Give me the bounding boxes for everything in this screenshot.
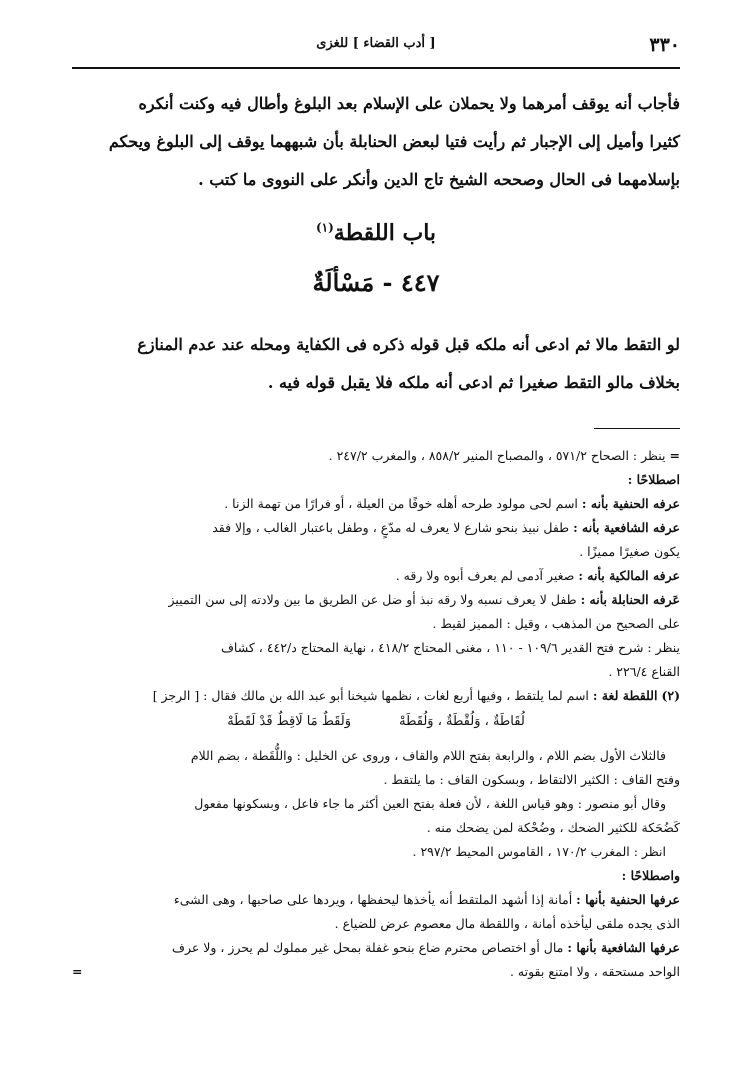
footnote-line: عرفه الحنفية بأنه : اسم لحى مولود طرحه أهله خوفًا من العيلة ، أو فرارًا من تهمة الزنا . <box>224 496 680 511</box>
header-rule <box>72 67 680 69</box>
footnote-line: الواحد مستحقه ، ولا امتنع بقوته . = <box>72 960 680 984</box>
main-text-body <box>72 326 680 402</box>
footnote-line: فالثلاث الأول بضم اللام ، والرابعة بفتح اللام والقاف ، وروى عن الخليل : واللُّقَطة ، بضم اللام <box>190 748 666 763</box>
continuation-mark: = <box>669 448 680 463</box>
text-line: بإسلامهما فى الحال وصححه الشيخ تاج الدين وأنكر على النووى ما كتب . <box>198 170 680 189</box>
footnote-heading: اصطلاحًا : <box>627 472 680 487</box>
footnote-line: (٢) اللقطة لغة : اسم لما يلتقط ، وفيها أربع لغات ، نظمها شيخنا أبو عبد الله بن مالك فقال : [ الرجز ] <box>152 688 680 703</box>
footnote-number: (٢) <box>661 688 680 703</box>
footnote-line: كَضُحَكة للكثير الضحك ، وضُحْكة لمن يضحك منه . <box>426 820 680 835</box>
text-line: بخلاف مالو التقط صغيرا ثم ادعى أنه ملكه فلا يقبل قوله فيه . <box>267 373 680 392</box>
footnote-line: الذى يجده ملقى ليأخذه أمانة ، واللقطة مال معصوم عرض للضياع . <box>334 916 680 931</box>
footnote-separator <box>594 428 680 429</box>
running-title: [ أدب القضاء ] للغزى <box>316 36 436 51</box>
footnote-line: وفتح القاف : الكثير الالتقاط ، وبسكون القاف : ما يلتقط . <box>383 772 680 787</box>
page-header <box>72 34 680 58</box>
definition-term: عرفه الشافعية بأنه : <box>573 520 680 535</box>
text-line: كثيرا وأميل إلى الإجبار ثم رأيت فتيا لبعض الحنابلة بأن شبههما يوقف إلى البلوغ ويحكم <box>108 132 680 151</box>
footnote-line: وقال أبو منصور : وهو قياس اللغة ، لأن فعلة بفتح العين أكثر ما جاء فاعل ، وبسكونها مفعول <box>194 796 666 811</box>
footnote-line: القناع ٢٢٦/٤ . <box>608 664 680 679</box>
verse-hemistich: لُقَاطَةٌ ، وَلُقْطَةٌ ، وَلُقَطَهْ <box>399 714 525 729</box>
footnote-line <box>72 468 680 492</box>
definition-term: اللقطة لغة : <box>592 688 658 703</box>
definition-term: عرفها الشافعية بأنها : <box>567 940 680 955</box>
chapter-heading <box>72 220 680 246</box>
definition-term: عرفه المالكية بأنه : <box>578 568 680 583</box>
footnote-line: عرفه المالكية بأنه : صغير آدمى لم يعرف أبوه ولا رقه . <box>395 568 680 583</box>
text-line: فأجاب أنه يوقف أمرهما ولا يحملان على الإسلام بعد البلوغ وأطال فيه وكنت أنكره <box>138 94 680 113</box>
definition-term: عرفها الحنفية بأنها : <box>576 892 680 907</box>
footnote-line: = ينظر : الصحاح ٥٧١/٢ ، والمصباح المنير ٨٥٨/٢ ، والمغرب ٢٤٧/٢ . <box>328 448 680 463</box>
footnote-heading: واصطلاحًا : <box>621 868 680 883</box>
footnote-line: عرفها الحنفية بأنها : أمانة إذا أشهد الملتقط أنه يأخذها ليحفظها ، ويردها على صاحبها ، وهى الشىء <box>173 892 680 907</box>
footnote-line <box>72 864 680 888</box>
footnote-line: عرفها الشافعية بأنها : مال أو اختصاص محترم ضاع بنحو غفلة بمحل غير مملوك لم يحرز ، ولا عرف <box>171 940 680 955</box>
verse-hemistich: وَلَقَطٌ مَا لَاقِطٌ قَدْ لَقَطَهْ <box>227 714 351 729</box>
poem-verse <box>72 710 680 734</box>
main-text-top <box>72 85 680 199</box>
definition-term: عرفه الحنفية بأنه : <box>581 496 680 511</box>
definition-term: عَرفه الحنابلة بأنه : <box>580 592 680 607</box>
footnote-line: ينظر : شرح فتح القدير ١٠٩/٦ - ١١٠ ، مغنى المحتاج ٤١٨/٢ ، نهاية المحتاج د/٤٤٢ ، كشاف <box>220 640 680 655</box>
footnotes <box>72 444 680 984</box>
text-line: لو التقط مالا ثم ادعى أنه ملكه قبل قوله ذكره فى الكفاية ومحله عند عدم المنازع <box>137 335 680 354</box>
footnote-line: انظر : المغرب ١٧٠/٢ ، القاموس المحيط ٢٩٧/٢ . <box>412 844 666 859</box>
footnote-line: عرفه الشافعية بأنه : طفل نبيذ بنحو شارع لا يعرف له مدّعٍ ، وطفل باعتبار الغالب ، وإلا فقد <box>212 520 680 535</box>
chapter-title: باب اللقطة <box>333 220 437 246</box>
continuation-mark: = <box>72 964 83 979</box>
chapter-footnote-ref: (١) <box>315 220 334 235</box>
footnote-line: عَرفه الحنابلة بأنه : طفل لا يعرف نسبه ولا رقه نبذ أو ضل عن الطريق ما بين ولادته إلى سن التمييز <box>168 592 680 607</box>
footnote-line: يكون صغيرًا مميزًا . <box>579 544 680 559</box>
page-number: ٣٣٠ <box>649 34 680 56</box>
issue-heading: ٤٤٧ - مَسْألَةٌ <box>312 268 440 297</box>
footnote-line: على الصحيح من المذهب ، وقيل : المميز لقيط . <box>432 616 680 631</box>
